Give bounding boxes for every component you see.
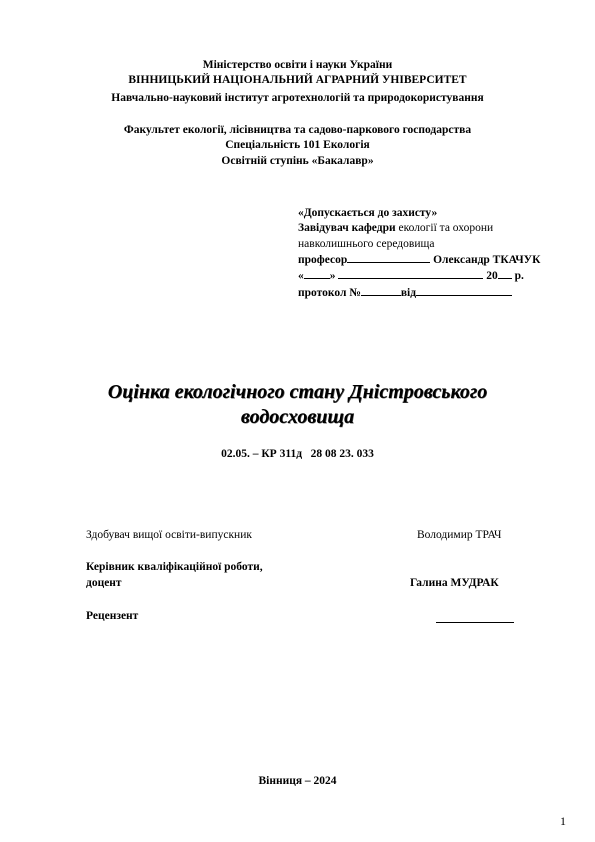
professor-line: [298, 251, 540, 268]
day-blank: [304, 267, 330, 279]
thesis-title-line2: водосховища: [240, 406, 355, 428]
degree: Освітній ступінь «Бакалавр»: [221, 155, 374, 167]
department-line1: екології та охорони: [398, 222, 494, 234]
department-head-line: [298, 220, 493, 236]
year-blank: [498, 267, 512, 279]
reviewer-signature-line: [436, 609, 514, 623]
head-label: Завідувач кафедри: [298, 222, 396, 234]
date-close-quote: »: [329, 270, 336, 282]
supervisor-label-line2: доцент: [86, 577, 122, 589]
student-name: Володимир ТРАЧ: [417, 529, 502, 541]
admitted-to-defense: «Допускається до захисту»: [298, 207, 438, 219]
year-prefix: 20: [486, 270, 498, 282]
date-open-quote: «: [298, 270, 304, 282]
protocol-label: протокол №: [298, 287, 361, 299]
protocol-line: [298, 284, 512, 301]
signature-line: [347, 251, 430, 263]
professor-label: професор: [298, 254, 348, 266]
supervisor-name: Галина МУДРАК: [410, 577, 499, 589]
department-line2: навколишнього середовища: [298, 238, 435, 250]
supervisor-label-line1: Керівник кваліфікаційної роботи,: [86, 561, 263, 573]
ministry: Міністерство освіти і науки України: [202, 59, 393, 71]
protocol-number-blank: [361, 284, 401, 296]
specialty: Спеціальність 101 Екологія: [225, 139, 370, 151]
reviewer-label: Рецензент: [86, 610, 139, 622]
professor-name: Олександр ТКАЧУК: [433, 254, 541, 266]
university-name: ВІННИЦЬКИЙ НАЦІОНАЛЬНИЙ АГРАРНИЙ УНІВЕРСИТЕТ: [128, 74, 467, 86]
city-year: Вінниця – 2024: [258, 775, 337, 787]
date-line: [298, 267, 524, 284]
work-code: 02.05. – КР 311д 28 08 23. 033: [221, 448, 374, 460]
protocol-from: від: [400, 287, 417, 299]
month-blank: [338, 267, 483, 279]
thesis-title-line1: Оцінка екологічного стану Дністровського: [107, 381, 488, 403]
protocol-date-blank: [416, 284, 512, 296]
page-number: 1: [560, 814, 566, 828]
year-suffix: р.: [514, 270, 524, 282]
institute-name: Навчально-науковий інститут агротехнологій та природокористування: [111, 92, 484, 104]
faculty-name: Факультет екології, лісівництва та садово-паркового господарства: [123, 124, 472, 136]
student-label: Здобувач вищої освіти-випускник: [86, 529, 252, 541]
